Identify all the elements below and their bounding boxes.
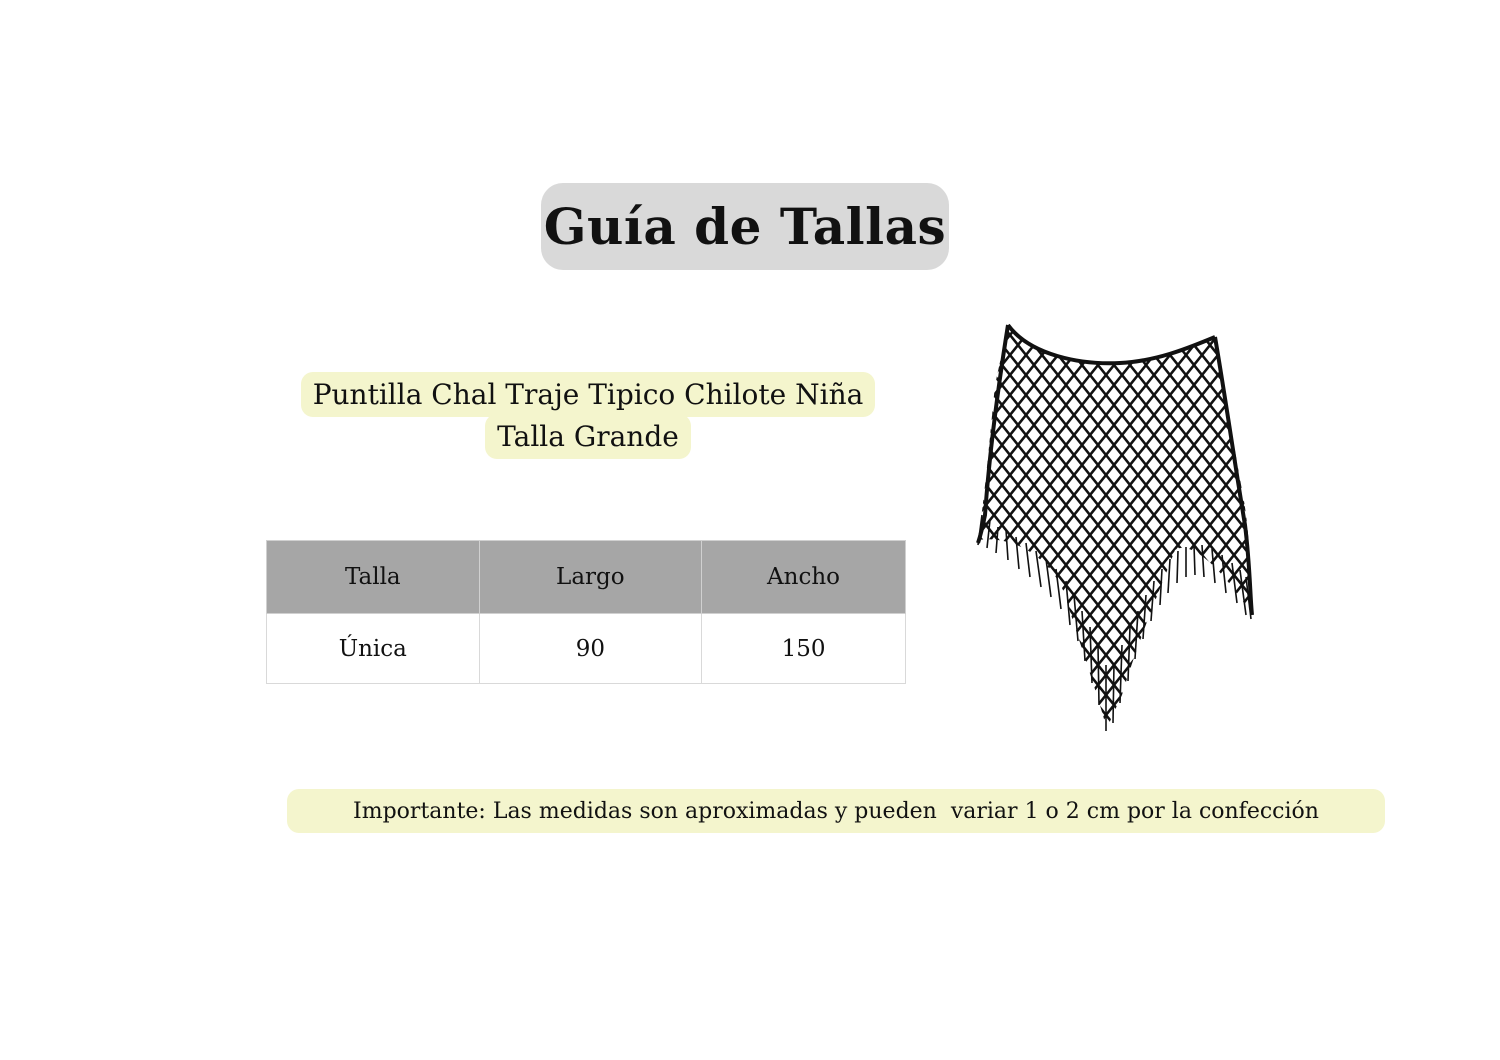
cell-talla: Única <box>267 614 480 684</box>
header-largo: Largo <box>479 541 701 614</box>
title-banner <box>541 183 949 270</box>
product-name: Puntilla Chal Traje Tipico Chilote Niña Talla Grande <box>301 372 876 459</box>
cell-ancho: 150 <box>702 614 906 684</box>
product-name-block <box>287 374 889 458</box>
table-header-row <box>267 541 906 614</box>
important-note: Importante: Las medidas son aproximadas y pueden variar 1 o 2 cm por la confección <box>287 789 1385 833</box>
table-row <box>267 614 906 684</box>
cell-largo: 90 <box>479 614 701 684</box>
size-table <box>266 540 906 684</box>
header-ancho: Ancho <box>702 541 906 614</box>
crochet-shawl-icon <box>970 315 1265 740</box>
header-talla: Talla <box>267 541 480 614</box>
page-title: Guía de Tallas <box>543 197 947 256</box>
